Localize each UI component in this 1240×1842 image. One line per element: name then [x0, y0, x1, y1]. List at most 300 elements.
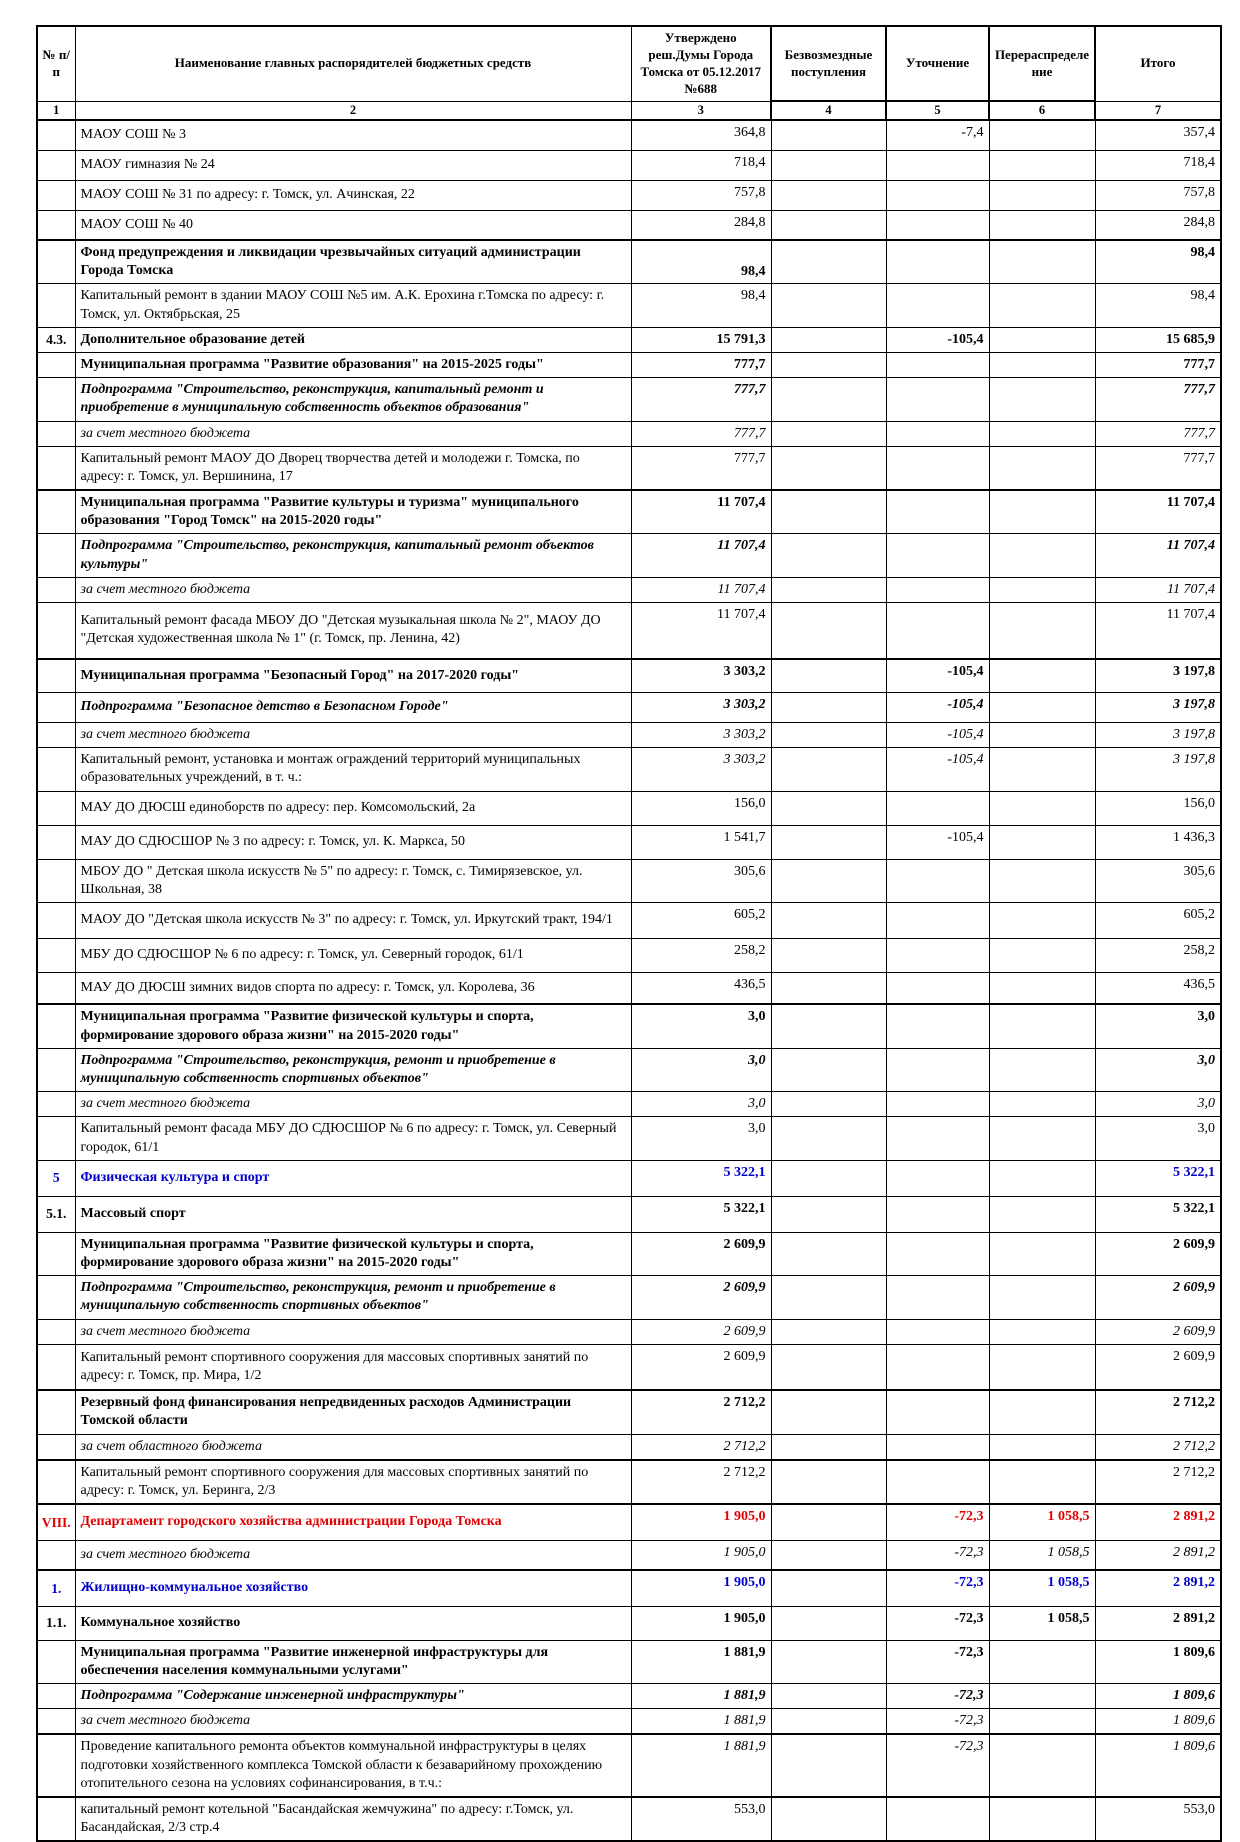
gratuitous-value-cell	[771, 938, 886, 972]
adjustment-value-cell	[886, 421, 989, 446]
total-value-cell: 436,5	[1095, 972, 1221, 1004]
approved-value-cell: 11 707,4	[631, 490, 771, 534]
row-index-cell: VIII.	[37, 1504, 75, 1540]
table-row	[37, 1504, 1221, 1540]
adjustment-value-cell	[886, 1117, 989, 1160]
row-name-cell: за счет местного бюджета	[75, 1709, 631, 1735]
total-value-cell: 98,4	[1095, 240, 1221, 284]
redistribution-value-cell	[989, 825, 1095, 859]
gratuitous-value-cell	[771, 1709, 886, 1735]
row-name-cell: за счет местного бюджета	[75, 1092, 631, 1117]
row-name-cell: Капитальный ремонт фасада МБОУ ДО "Детская музыкальная школа № 2", МАОУ ДО "Детская художественная школа № 1" (г. Томск, пр. Ленина, 42)	[75, 603, 631, 659]
row-index-cell	[37, 180, 75, 210]
row-name-cell: Муниципальная программа "Развитие инженерной инфраструктуры для обеспечения населения коммунальными услугами"	[75, 1640, 631, 1683]
redistribution-value-cell	[989, 210, 1095, 240]
adjustment-value-cell	[886, 972, 989, 1004]
total-value-cell: 2 891,2	[1095, 1570, 1221, 1606]
row-index-cell	[37, 659, 75, 693]
approved-value-cell: 718,4	[631, 150, 771, 180]
row-index-cell	[37, 577, 75, 602]
table-row	[37, 1709, 1221, 1735]
approved-value-cell: 1 881,9	[631, 1640, 771, 1683]
col-number-5: 5	[886, 101, 989, 120]
approved-value-cell: 305,6	[631, 859, 771, 902]
redistribution-value-cell	[989, 1390, 1095, 1434]
table-row	[37, 1319, 1221, 1344]
table-row	[37, 1344, 1221, 1390]
total-value-cell: 11 707,4	[1095, 534, 1221, 577]
row-index-cell	[37, 723, 75, 748]
total-value-cell: 1 809,6	[1095, 1734, 1221, 1797]
table-row	[37, 490, 1221, 534]
adjustment-value-cell	[886, 1344, 989, 1390]
redistribution-value-cell: 1 058,5	[989, 1504, 1095, 1540]
adjustment-value-cell	[886, 603, 989, 659]
table-row	[37, 210, 1221, 240]
redistribution-value-cell	[989, 378, 1095, 421]
total-value-cell: 3,0	[1095, 1048, 1221, 1091]
approved-value-cell: 553,0	[631, 1797, 771, 1841]
row-index-cell	[37, 378, 75, 421]
approved-value-cell: 3 303,2	[631, 659, 771, 693]
row-name-cell: за счет местного бюджета	[75, 577, 631, 602]
redistribution-value-cell	[989, 1319, 1095, 1344]
row-index-cell	[37, 421, 75, 446]
table-row	[37, 120, 1221, 150]
col-header-adjustment: Уточнение	[886, 26, 989, 101]
table-row	[37, 1606, 1221, 1640]
gratuitous-value-cell	[771, 421, 886, 446]
gratuitous-value-cell	[771, 1640, 886, 1683]
approved-value-cell: 777,7	[631, 378, 771, 421]
row-name-cell: за счет местного бюджета	[75, 1540, 631, 1570]
table-row	[37, 1684, 1221, 1709]
redistribution-value-cell	[989, 534, 1095, 577]
approved-value-cell: 2 712,2	[631, 1434, 771, 1460]
total-value-cell: 2 891,2	[1095, 1540, 1221, 1570]
row-name-cell: Подпрограмма "Строительство, реконструкция, капитальный ремонт объектов культуры"	[75, 534, 631, 577]
table-row	[37, 1434, 1221, 1460]
table-row	[37, 1232, 1221, 1275]
redistribution-value-cell: 1 058,5	[989, 1606, 1095, 1640]
redistribution-value-cell	[989, 1734, 1095, 1797]
table-row	[37, 1160, 1221, 1196]
table-row	[37, 1196, 1221, 1232]
redistribution-value-cell	[989, 577, 1095, 602]
adjustment-value-cell	[886, 378, 989, 421]
adjustment-value-cell	[886, 240, 989, 284]
total-value-cell: 2 609,9	[1095, 1276, 1221, 1319]
adjustment-value-cell	[886, 352, 989, 377]
row-name-cell: за счет местного бюджета	[75, 1319, 631, 1344]
adjustment-value-cell: -105,4	[886, 693, 989, 723]
adjustment-value-cell	[886, 1004, 989, 1048]
table-row	[37, 723, 1221, 748]
approved-value-cell: 284,8	[631, 210, 771, 240]
col-header-num: № п/п	[37, 26, 75, 101]
budget-table-header	[37, 26, 1221, 120]
total-value-cell: 156,0	[1095, 791, 1221, 825]
row-index-cell	[37, 902, 75, 938]
approved-value-cell: 2 609,9	[631, 1319, 771, 1344]
approved-value-cell: 2 609,9	[631, 1344, 771, 1390]
approved-value-cell: 605,2	[631, 902, 771, 938]
row-index-cell	[37, 284, 75, 327]
row-name-cell: за счет местного бюджета	[75, 421, 631, 446]
row-index-cell: 5	[37, 1160, 75, 1196]
gratuitous-value-cell	[771, 1196, 886, 1232]
redistribution-value-cell	[989, 1797, 1095, 1841]
adjustment-value-cell	[886, 859, 989, 902]
redistribution-value-cell	[989, 1004, 1095, 1048]
adjustment-value-cell: -105,4	[886, 748, 989, 791]
approved-value-cell: 3 303,2	[631, 723, 771, 748]
row-name-cell: МБУ ДО СДЮСШОР № 6 по адресу: г. Томск, ул. Северный городок, 61/1	[75, 938, 631, 972]
total-value-cell: 605,2	[1095, 902, 1221, 938]
table-row	[37, 1734, 1221, 1797]
table-row	[37, 693, 1221, 723]
gratuitous-value-cell	[771, 603, 886, 659]
gratuitous-value-cell	[771, 446, 886, 490]
redistribution-value-cell	[989, 150, 1095, 180]
adjustment-value-cell: -105,4	[886, 825, 989, 859]
row-index-cell	[37, 446, 75, 490]
adjustment-value-cell: -72,3	[886, 1570, 989, 1606]
row-name-cell: Муниципальная программа "Развитие образования" на 2015-2025 годы"	[75, 352, 631, 377]
gratuitous-value-cell	[771, 1004, 886, 1048]
col-header-redistribution: Перераспределение	[989, 26, 1095, 101]
table-row	[37, 180, 1221, 210]
redistribution-value-cell	[989, 180, 1095, 210]
total-value-cell: 284,8	[1095, 210, 1221, 240]
total-value-cell: 1 436,3	[1095, 825, 1221, 859]
total-value-cell: 3,0	[1095, 1117, 1221, 1160]
redistribution-value-cell	[989, 1709, 1095, 1735]
approved-value-cell: 1 881,9	[631, 1709, 771, 1735]
row-index-cell	[37, 1797, 75, 1841]
row-name-cell: за счет местного бюджета	[75, 723, 631, 748]
row-index-cell	[37, 1390, 75, 1434]
redistribution-value-cell: 1 058,5	[989, 1540, 1095, 1570]
total-value-cell: 11 707,4	[1095, 603, 1221, 659]
approved-value-cell: 2 609,9	[631, 1276, 771, 1319]
row-name-cell: МАУ ДО ДЮСШ зимних видов спорта по адресу: г. Томск, ул. Королева, 36	[75, 972, 631, 1004]
approved-value-cell: 98,4	[631, 240, 771, 284]
adjustment-value-cell: -7,4	[886, 120, 989, 150]
gratuitous-value-cell	[771, 352, 886, 377]
redistribution-value-cell	[989, 902, 1095, 938]
row-index-cell	[37, 748, 75, 791]
redistribution-value-cell	[989, 972, 1095, 1004]
table-row	[37, 1117, 1221, 1160]
adjustment-value-cell: -72,3	[886, 1540, 989, 1570]
total-value-cell: 5 322,1	[1095, 1196, 1221, 1232]
total-value-cell: 1 809,6	[1095, 1709, 1221, 1735]
redistribution-value-cell	[989, 1117, 1095, 1160]
approved-value-cell: 3 303,2	[631, 748, 771, 791]
table-row	[37, 1797, 1221, 1841]
row-name-cell: МАУ ДО ДЮСШ единоборств по адресу: пер. Комсомольский, 2а	[75, 791, 631, 825]
row-name-cell: Капитальный ремонт фасада МБУ ДО СДЮСШОР № 6 по адресу: г. Томск, ул. Северный городок, 61/1	[75, 1117, 631, 1160]
gratuitous-value-cell	[771, 1540, 886, 1570]
approved-value-cell: 11 707,4	[631, 577, 771, 602]
row-name-cell: МАУ ДО СДЮСШОР № 3 по адресу: г. Томск, ул. К. Маркса, 50	[75, 825, 631, 859]
redistribution-value-cell	[989, 1196, 1095, 1232]
row-name-cell: Физическая культура и спорт	[75, 1160, 631, 1196]
total-value-cell: 3 197,8	[1095, 693, 1221, 723]
redistribution-value-cell	[989, 603, 1095, 659]
total-value-cell: 2 891,2	[1095, 1606, 1221, 1640]
table-row	[37, 378, 1221, 421]
approved-value-cell: 3,0	[631, 1117, 771, 1160]
adjustment-value-cell	[886, 1797, 989, 1841]
row-index-cell	[37, 938, 75, 972]
row-index-cell	[37, 1048, 75, 1091]
redistribution-value-cell	[989, 723, 1095, 748]
adjustment-value-cell	[886, 1276, 989, 1319]
row-name-cell: МАОУ СОШ № 31 по адресу: г. Томск, ул. Ачинская, 22	[75, 180, 631, 210]
table-row	[37, 938, 1221, 972]
approved-value-cell: 1 541,7	[631, 825, 771, 859]
total-value-cell: 718,4	[1095, 150, 1221, 180]
total-value-cell: 258,2	[1095, 938, 1221, 972]
col-number-3: 3	[631, 101, 771, 120]
adjustment-value-cell	[886, 577, 989, 602]
col-number-4: 4	[771, 101, 886, 120]
total-value-cell: 11 707,4	[1095, 577, 1221, 602]
row-name-cell: Муниципальная программа "Развитие физической культуры и спорта, формирование здорового образа жизни" на 2015-2020 годы"	[75, 1004, 631, 1048]
redistribution-value-cell	[989, 1434, 1095, 1460]
row-index-cell	[37, 1344, 75, 1390]
approved-value-cell: 3,0	[631, 1092, 771, 1117]
adjustment-value-cell	[886, 150, 989, 180]
adjustment-value-cell	[886, 1319, 989, 1344]
gratuitous-value-cell	[771, 859, 886, 902]
table-row	[37, 972, 1221, 1004]
approved-value-cell: 1 905,0	[631, 1540, 771, 1570]
adjustment-value-cell: -72,3	[886, 1606, 989, 1640]
adjustment-value-cell	[886, 446, 989, 490]
adjustment-value-cell: -72,3	[886, 1734, 989, 1797]
row-index-cell	[37, 534, 75, 577]
row-index-cell	[37, 603, 75, 659]
row-name-cell: Резервный фонд финансирования непредвиденных расходов Администрации Томской области	[75, 1390, 631, 1434]
approved-value-cell: 11 707,4	[631, 603, 771, 659]
row-index-cell	[37, 1640, 75, 1683]
adjustment-value-cell	[886, 791, 989, 825]
redistribution-value-cell	[989, 1092, 1095, 1117]
table-row	[37, 446, 1221, 490]
gratuitous-value-cell	[771, 1232, 886, 1275]
gratuitous-value-cell	[771, 659, 886, 693]
row-name-cell: Муниципальная программа "Безопасный Город" на 2017-2020 годы"	[75, 659, 631, 693]
approved-value-cell: 5 322,1	[631, 1196, 771, 1232]
row-name-cell: Муниципальная программа "Развитие культуры и туризма" муниципального образования "Город Томск" на 2015-2020 годы"	[75, 490, 631, 534]
col-number-7: 7	[1095, 101, 1221, 120]
adjustment-value-cell	[886, 180, 989, 210]
redistribution-value-cell	[989, 352, 1095, 377]
total-value-cell: 2 712,2	[1095, 1390, 1221, 1434]
row-name-cell: Капитальный ремонт МАОУ ДО Дворец творчества детей и молодежи г. Томска, по адресу: г. Томск, ул. Вершинина, 17	[75, 446, 631, 490]
col-header-approved: Утверждено реш.Думы Города Томска от 05.12.2017 №688	[631, 26, 771, 101]
redistribution-value-cell: 1 058,5	[989, 1570, 1095, 1606]
row-name-cell: Подпрограмма "Строительство, реконструкция, капитальный ремонт и приобретение в муниципальную собственность объектов образования"	[75, 378, 631, 421]
row-index-cell	[37, 1319, 75, 1344]
col-number-2: 2	[75, 101, 631, 120]
gratuitous-value-cell	[771, 284, 886, 327]
redistribution-value-cell	[989, 490, 1095, 534]
gratuitous-value-cell	[771, 120, 886, 150]
row-index-cell	[37, 210, 75, 240]
table-row	[37, 150, 1221, 180]
row-index-cell	[37, 693, 75, 723]
table-row	[37, 240, 1221, 284]
redistribution-value-cell	[989, 791, 1095, 825]
row-name-cell: Проведение капитального ремонта объектов коммунальной инфраструктуры в целях подготовки хозяйственного комплекса Томской области к безаварийному прохождению отопительного сезона на условиях софинансирования, в т.ч.:	[75, 1734, 631, 1797]
total-value-cell: 15 685,9	[1095, 327, 1221, 352]
column-numbering-row	[37, 101, 1221, 120]
gratuitous-value-cell	[771, 1319, 886, 1344]
total-value-cell: 5 322,1	[1095, 1160, 1221, 1196]
row-name-cell: Подпрограмма "Содержание инженерной инфраструктуры"	[75, 1684, 631, 1709]
row-name-cell: Капитальный ремонт, установка и монтаж ограждений территорий муниципальных образовательных учреждений, в т. ч.:	[75, 748, 631, 791]
col-header-gratuitous: Безвозмездные поступления	[771, 26, 886, 101]
redistribution-value-cell	[989, 1276, 1095, 1319]
redistribution-value-cell	[989, 1684, 1095, 1709]
total-value-cell: 305,6	[1095, 859, 1221, 902]
gratuitous-value-cell	[771, 1684, 886, 1709]
total-value-cell: 757,8	[1095, 180, 1221, 210]
redistribution-value-cell	[989, 748, 1095, 791]
adjustment-value-cell: -105,4	[886, 723, 989, 748]
adjustment-value-cell	[886, 534, 989, 577]
table-row	[37, 859, 1221, 902]
approved-value-cell: 777,7	[631, 446, 771, 490]
approved-value-cell: 777,7	[631, 421, 771, 446]
gratuitous-value-cell	[771, 791, 886, 825]
total-value-cell: 1 809,6	[1095, 1684, 1221, 1709]
redistribution-value-cell	[989, 240, 1095, 284]
row-index-cell	[37, 1117, 75, 1160]
row-name-cell: Капитальный ремонт спортивного сооружения для массовых спортивных занятий по адресу: г. Томск, ул. Беринга, 2/3	[75, 1460, 631, 1504]
row-index-cell	[37, 1434, 75, 1460]
row-name-cell: МАОУ гимназия № 24	[75, 150, 631, 180]
adjustment-value-cell	[886, 210, 989, 240]
gratuitous-value-cell	[771, 1570, 886, 1606]
approved-value-cell: 1 905,0	[631, 1504, 771, 1540]
total-value-cell: 3 197,8	[1095, 659, 1221, 693]
adjustment-value-cell	[886, 1196, 989, 1232]
approved-value-cell: 3,0	[631, 1004, 771, 1048]
row-name-cell: Капитальный ремонт спортивного сооружения для массовых спортивных занятий по адресу: г. Томск, пр. Мира, 1/2	[75, 1344, 631, 1390]
row-name-cell: Муниципальная программа "Развитие физической культуры и спорта, формирование здорового образа жизни" на 2015-2020 годы"	[75, 1232, 631, 1275]
redistribution-value-cell	[989, 421, 1095, 446]
total-value-cell: 3,0	[1095, 1092, 1221, 1117]
approved-value-cell: 11 707,4	[631, 534, 771, 577]
row-name-cell: Фонд предупреждения и ликвидации чрезвычайных ситуаций администрации Города Томска	[75, 240, 631, 284]
gratuitous-value-cell	[771, 1276, 886, 1319]
row-name-cell: Подпрограмма "Строительство, реконструкция, ремонт и приобретение в муниципальную собственность спортивных объектов"	[75, 1048, 631, 1091]
gratuitous-value-cell	[771, 180, 886, 210]
approved-value-cell: 2 712,2	[631, 1460, 771, 1504]
adjustment-value-cell: -105,4	[886, 659, 989, 693]
table-row	[37, 1570, 1221, 1606]
table-row	[37, 791, 1221, 825]
col-header-name: Наименование главных распорядителей бюджетных средств	[75, 26, 631, 101]
total-value-cell: 3,0	[1095, 1004, 1221, 1048]
gratuitous-value-cell	[771, 723, 886, 748]
total-value-cell: 2 891,2	[1095, 1504, 1221, 1540]
row-index-cell: 5.1.	[37, 1196, 75, 1232]
redistribution-value-cell	[989, 120, 1095, 150]
col-number-6: 6	[989, 101, 1095, 120]
approved-value-cell: 2 712,2	[631, 1390, 771, 1434]
total-value-cell: 777,7	[1095, 446, 1221, 490]
total-value-cell: 2 609,9	[1095, 1344, 1221, 1390]
adjustment-value-cell	[886, 1390, 989, 1434]
row-name-cell: за счет областного бюджета	[75, 1434, 631, 1460]
row-index-cell	[37, 1734, 75, 1797]
approved-value-cell: 98,4	[631, 284, 771, 327]
gratuitous-value-cell	[771, 1606, 886, 1640]
adjustment-value-cell	[886, 1460, 989, 1504]
approved-value-cell: 3 303,2	[631, 693, 771, 723]
total-value-cell: 2 609,9	[1095, 1319, 1221, 1344]
adjustment-value-cell	[886, 1434, 989, 1460]
row-index-cell	[37, 352, 75, 377]
adjustment-value-cell	[886, 284, 989, 327]
total-value-cell: 777,7	[1095, 352, 1221, 377]
gratuitous-value-cell	[771, 748, 886, 791]
row-index-cell	[37, 240, 75, 284]
approved-value-cell: 258,2	[631, 938, 771, 972]
gratuitous-value-cell	[771, 1734, 886, 1797]
table-row	[37, 1390, 1221, 1434]
adjustment-value-cell	[886, 1048, 989, 1091]
adjustment-value-cell	[886, 1232, 989, 1275]
gratuitous-value-cell	[771, 1504, 886, 1540]
adjustment-value-cell: -72,3	[886, 1504, 989, 1540]
row-index-cell	[37, 1092, 75, 1117]
row-name-cell: Департамент городского хозяйства администрации Города Томска	[75, 1504, 631, 1540]
gratuitous-value-cell	[771, 902, 886, 938]
gratuitous-value-cell	[771, 1797, 886, 1841]
row-name-cell: МБОУ ДО " Детская школа искусств № 5" по адресу: г. Томск, с. Тимирязевское, ул. Школьная, 38	[75, 859, 631, 902]
row-index-cell: 4.3.	[37, 327, 75, 352]
redistribution-value-cell	[989, 284, 1095, 327]
redistribution-value-cell	[989, 1048, 1095, 1091]
gratuitous-value-cell	[771, 210, 886, 240]
adjustment-value-cell: -72,3	[886, 1640, 989, 1683]
gratuitous-value-cell	[771, 577, 886, 602]
total-value-cell: 777,7	[1095, 378, 1221, 421]
table-row	[37, 1540, 1221, 1570]
gratuitous-value-cell	[771, 378, 886, 421]
approved-value-cell: 777,7	[631, 352, 771, 377]
adjustment-value-cell: -72,3	[886, 1684, 989, 1709]
total-value-cell: 2 609,9	[1095, 1232, 1221, 1275]
redistribution-value-cell	[989, 859, 1095, 902]
row-index-cell	[37, 150, 75, 180]
total-value-cell: 1 809,6	[1095, 1640, 1221, 1683]
row-index-cell	[37, 1232, 75, 1275]
table-row	[37, 1004, 1221, 1048]
adjustment-value-cell	[886, 1160, 989, 1196]
row-index-cell	[37, 120, 75, 150]
approved-value-cell: 156,0	[631, 791, 771, 825]
gratuitous-value-cell	[771, 1390, 886, 1434]
row-name-cell: Дополнительное образование детей	[75, 327, 631, 352]
